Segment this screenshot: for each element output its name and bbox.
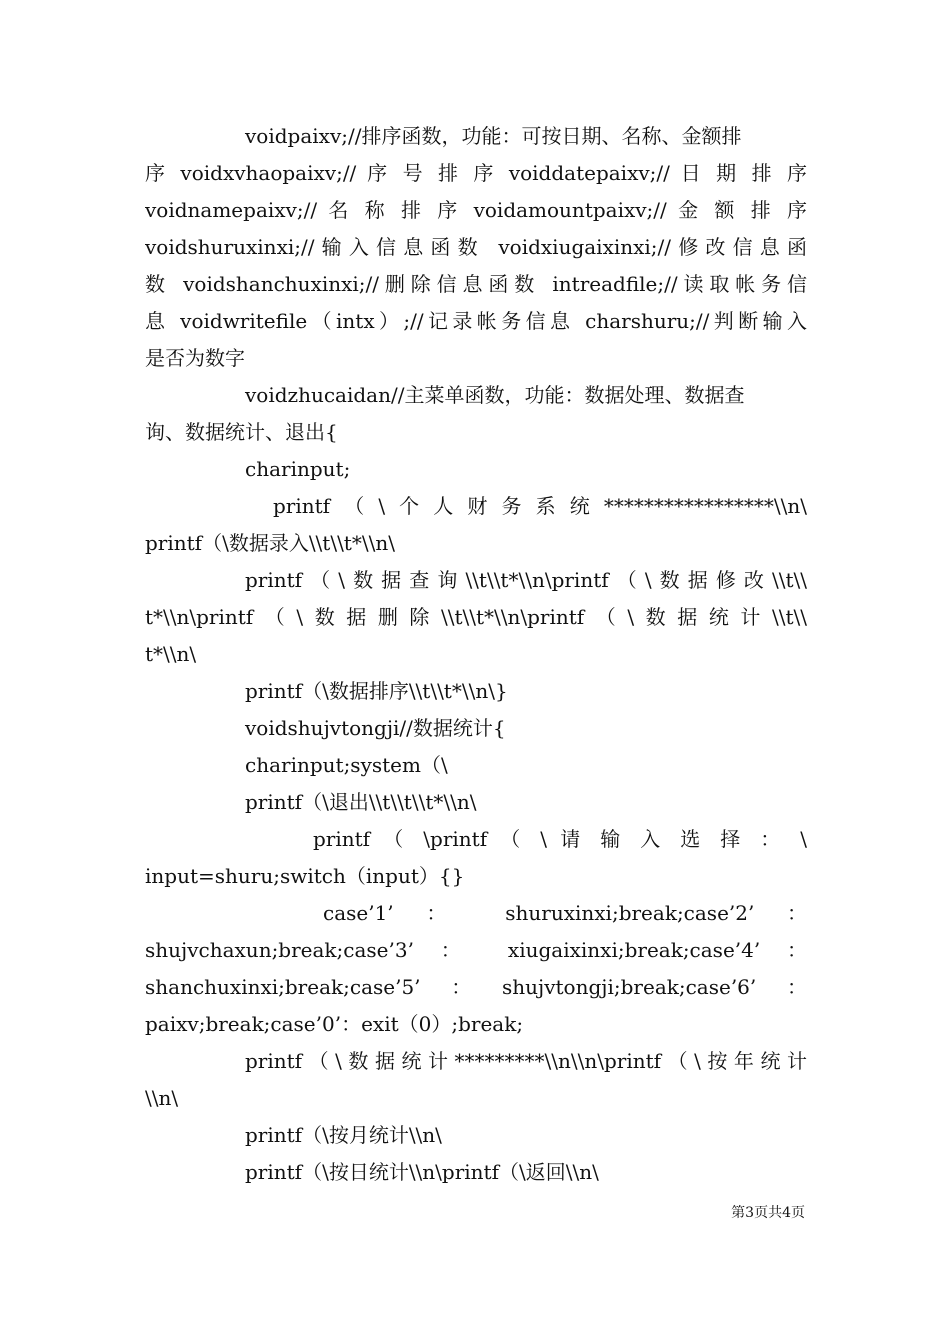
text-line: input=shuru;switch（input）{} — [145, 864, 465, 888]
text-line: paixv;break;case’0’：exit（0）;break; — [145, 1012, 524, 1036]
text-line: shujvchaxun;break;case’3’ ： xiugaixinxi;break;case’4’ ： — [145, 938, 807, 962]
text-line: t*\\n\printf（\数据删除\\t\\t*\\n\printf（\数据统计\\t\\ — [145, 605, 807, 629]
text-line: charinput;system（\ — [245, 753, 448, 777]
text-line: printf（\数据统计*********\\n\\n\printf（\按年统计 — [245, 1049, 807, 1073]
text-line: printf（\数据查询\\t\\t*\\n\printf（\数据修改\\t\\ — [245, 568, 807, 592]
document-body — [145, 118, 807, 1191]
text-line: voidnamepaixv;// 名 称 排 序 voidamountpaixv;// 金 额 排 序 — [145, 198, 807, 222]
text-line: printf（\按日统计\\n\printf（\返回\\n\ — [245, 1160, 599, 1184]
text-line: voidshuruxinxi;//输入信息函数 voidxiugaixinxi;//修改信息函 — [145, 235, 807, 259]
text-line: \\n\ — [145, 1086, 179, 1110]
text-line: 息 voidwritefile（intx）;//记录帐务信息 charshuru;//判断输入 — [145, 309, 807, 333]
page-number: 第3页共4页 — [731, 1205, 805, 1221]
text-line: 序 voidxvhaopaixv;// 序 号 排 序 voiddatepaixv;// 日 期 排 序 — [145, 161, 807, 185]
text-line: printf（\个人财务系统*****************\\n\ — [273, 494, 807, 518]
text-line: 是否为数字 — [145, 346, 245, 370]
text-line: printf（\按月统计\\n\ — [245, 1123, 442, 1147]
text-line: t*\\n\ — [145, 642, 197, 666]
text-line: voidzhucaidan//主菜单函数，功能：数据处理、数据查 — [245, 383, 745, 407]
text-line: 询、数据统计、退出{ — [145, 420, 338, 444]
text-line: printf （ \printf （ \ 请 输 入 选 择 ： \ — [313, 827, 807, 851]
text-line: 数 voidshanchuxinxi;//删除信息函数 intreadfile;//读取帐务信 — [145, 272, 807, 296]
text-line: voidpaixv;//排序函数，功能：可按日期、名称、金额排 — [245, 124, 742, 148]
text-line: charinput; — [245, 457, 351, 481]
text-line: printf（\数据排序\\t\\t*\\n\} — [245, 679, 508, 703]
text-line: printf（\数据录入\\t\\t*\\n\ — [145, 531, 395, 555]
text-line: voidshujvtongji//数据统计{ — [245, 716, 506, 740]
text-line: case’1’ ： shuruxinxi;break;case’2’ ： — [323, 901, 807, 925]
text-line: printf（\退出\\t\\t\\t*\\n\ — [245, 790, 477, 814]
text-line: shanchuxinxi;break;case’5’：shujvtongji;break;case’6’： — [145, 975, 807, 999]
